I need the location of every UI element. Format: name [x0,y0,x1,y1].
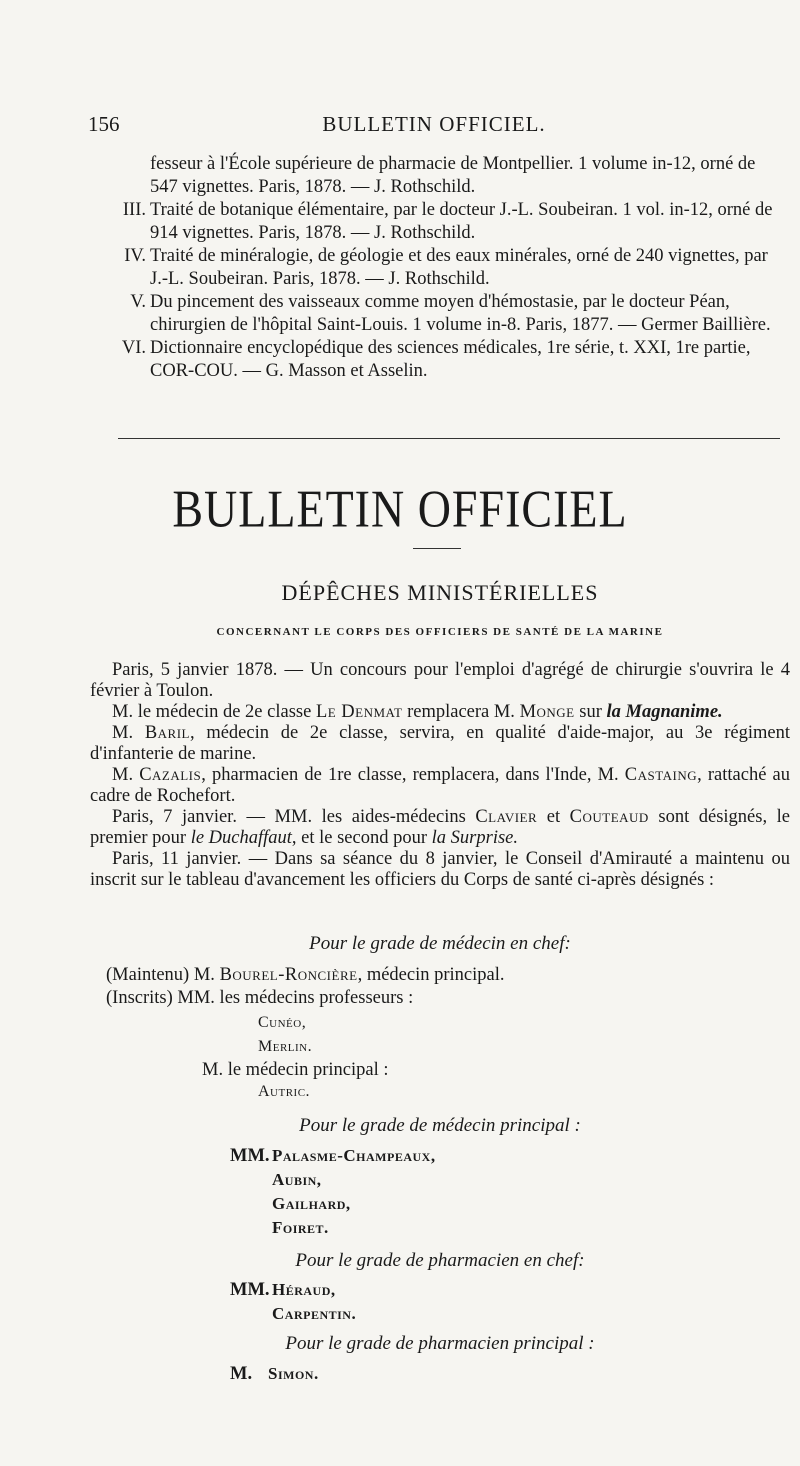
person-name: Baril [144,723,190,743]
text-run: M. le médecin de 2e classe [112,702,316,722]
inscribed-line: (Inscrits) MM. les médecins professeurs : [106,988,414,1008]
person-name: Monge [519,702,575,722]
dispatch-body [90,660,790,891]
person-name: Carpentin. [272,1304,357,1323]
mm-label: MM. [230,1280,270,1300]
person-name: Cunéo, [258,1014,307,1031]
section-divider [118,438,780,439]
entry-text: Traité de minéralogie, de géologie et des eaux minérales, orné de 240 vignettes, par J.-L. Soubeiran. Paris, 1878. — J. Rothschild. [150,246,768,289]
bibliography-continuation: fesseur à l'École supérieure de pharmacie de Montpellier. 1 volume in-12, orné de 547 vignettes. Paris, 1878. — J. Rothschild. [150,154,756,197]
bibliography-entry [120,199,785,244]
bibliography-entry [120,245,785,290]
ship-name: la Magnanime. [606,702,723,722]
text-run: , rattaché au cadre de Rochefort. [90,765,791,806]
entry-number: V. [130,292,146,312]
paragraph: Paris, 5 janvier 1878. — Un concours pour l'emploi d'agrégé de chirurgie s'ouvrira le 4 février à Toulon. [90,660,790,701]
paragraph [90,702,790,723]
text-run: Paris, 7 janvier. — MM. les aides-médecins [112,807,476,827]
person-name: Autric. [258,1083,311,1100]
person-name: Gailhard, [272,1194,351,1213]
text-run: remplacera M. [402,702,520,722]
maintained-line [106,965,504,986]
running-title: BULLETIN OFFICIEL. [322,112,546,136]
person-name: Aubin, [272,1170,322,1189]
text-run: sont désignés, le premier pour [90,807,791,848]
entry-number: VI. [121,338,146,358]
entry-number: IV. [124,246,146,266]
text-run: sur [574,702,607,722]
person-name: Le Denmat [315,702,403,722]
person-name: Foiret. [272,1218,329,1237]
entry-text: Traité de botanique élémentaire, par le docteur J.-L. Soubeiran. 1 vol. in-12, orné de 914 vignettes. Paris, 1878. — J. Rothschild. [150,200,773,243]
ship-name: la Surprise. [431,828,518,848]
bibliography-entry [120,291,785,336]
paragraph [90,807,790,849]
person-name: Cazalis [139,765,202,785]
entry-text: Du pincement des vaisseaux comme moyen d'hémostasie, par le docteur Péan, chirurgien de l'hôpital Saint-Louis. 1 volume in-8. Paris, 1877. — Germer Baillière. [150,292,771,335]
bibliography-entry [120,337,785,382]
paragraph [90,723,790,765]
grade-heading: Pour le grade de médecin en chef: [309,933,571,954]
person-name: Clavier [475,807,538,827]
text-run: M. [112,723,145,743]
page-number: 156 [88,112,120,136]
person-name: Simon. [268,1364,319,1383]
section-subtitle: DÉPÊCHES MINISTÉRIELLES [281,580,599,605]
person-name: Merlin. [258,1038,313,1055]
text-run: , et le second pour [291,828,432,848]
paragraph [90,765,790,807]
text-run: , pharmacien de 1re classe, remplacera, dans l'Inde, M. [201,765,625,785]
ship-name: le Duchaffaut [190,828,292,848]
text-run: , médecin principal. [357,965,505,985]
grade-heading: Pour le grade de pharmacien en chef: [295,1250,585,1271]
grade-heading: Pour le grade de pharmacien principal : [285,1333,595,1354]
person-name: Bourel-Roncière [219,965,358,985]
person-name: Castaing [624,765,698,785]
paragraph: Paris, 11 janvier. — Dans sa séance du 8 janvier, le Conseil d'Amirauté a maintenu ou inscrit sur le tableau d'avancement les officiers du Corps de santé ci-après désignés : [90,849,790,890]
principal-line: M. le médecin principal : [202,1060,389,1080]
section-subsubtitle: CONCERNANT LE CORPS DES OFFICIERS DE SANTÉ DE LA MARINE [216,626,664,638]
text-run: (Maintenu) M. [106,965,220,985]
title-underline [413,548,461,549]
entry-text: Dictionnaire encyclopédique des sciences médicales, 1re série, t. XXI, 1re partie, COR-COU. — G. Masson et Asselin. [150,338,751,381]
m-label: M. [230,1364,253,1384]
entry-number: III. [122,200,146,220]
person-name: Palasme-Champeaux, [272,1146,436,1165]
text-run: M. [112,765,140,785]
text-run: , médecin de 2e classe, servira, en qualité d'aide-major, au 3e régiment d'infanterie de marine. [90,723,790,764]
bibliography-list [120,153,785,383]
section-title: BULLETIN OFFICIEL [172,479,628,538]
person-name: Héraud, [272,1280,336,1299]
grade-heading: Pour le grade de médecin principal : [299,1115,581,1136]
person-name: Couteaud [569,807,649,827]
mm-label: MM. [230,1146,270,1166]
text-run: et [537,807,570,827]
page-header [88,112,780,140]
